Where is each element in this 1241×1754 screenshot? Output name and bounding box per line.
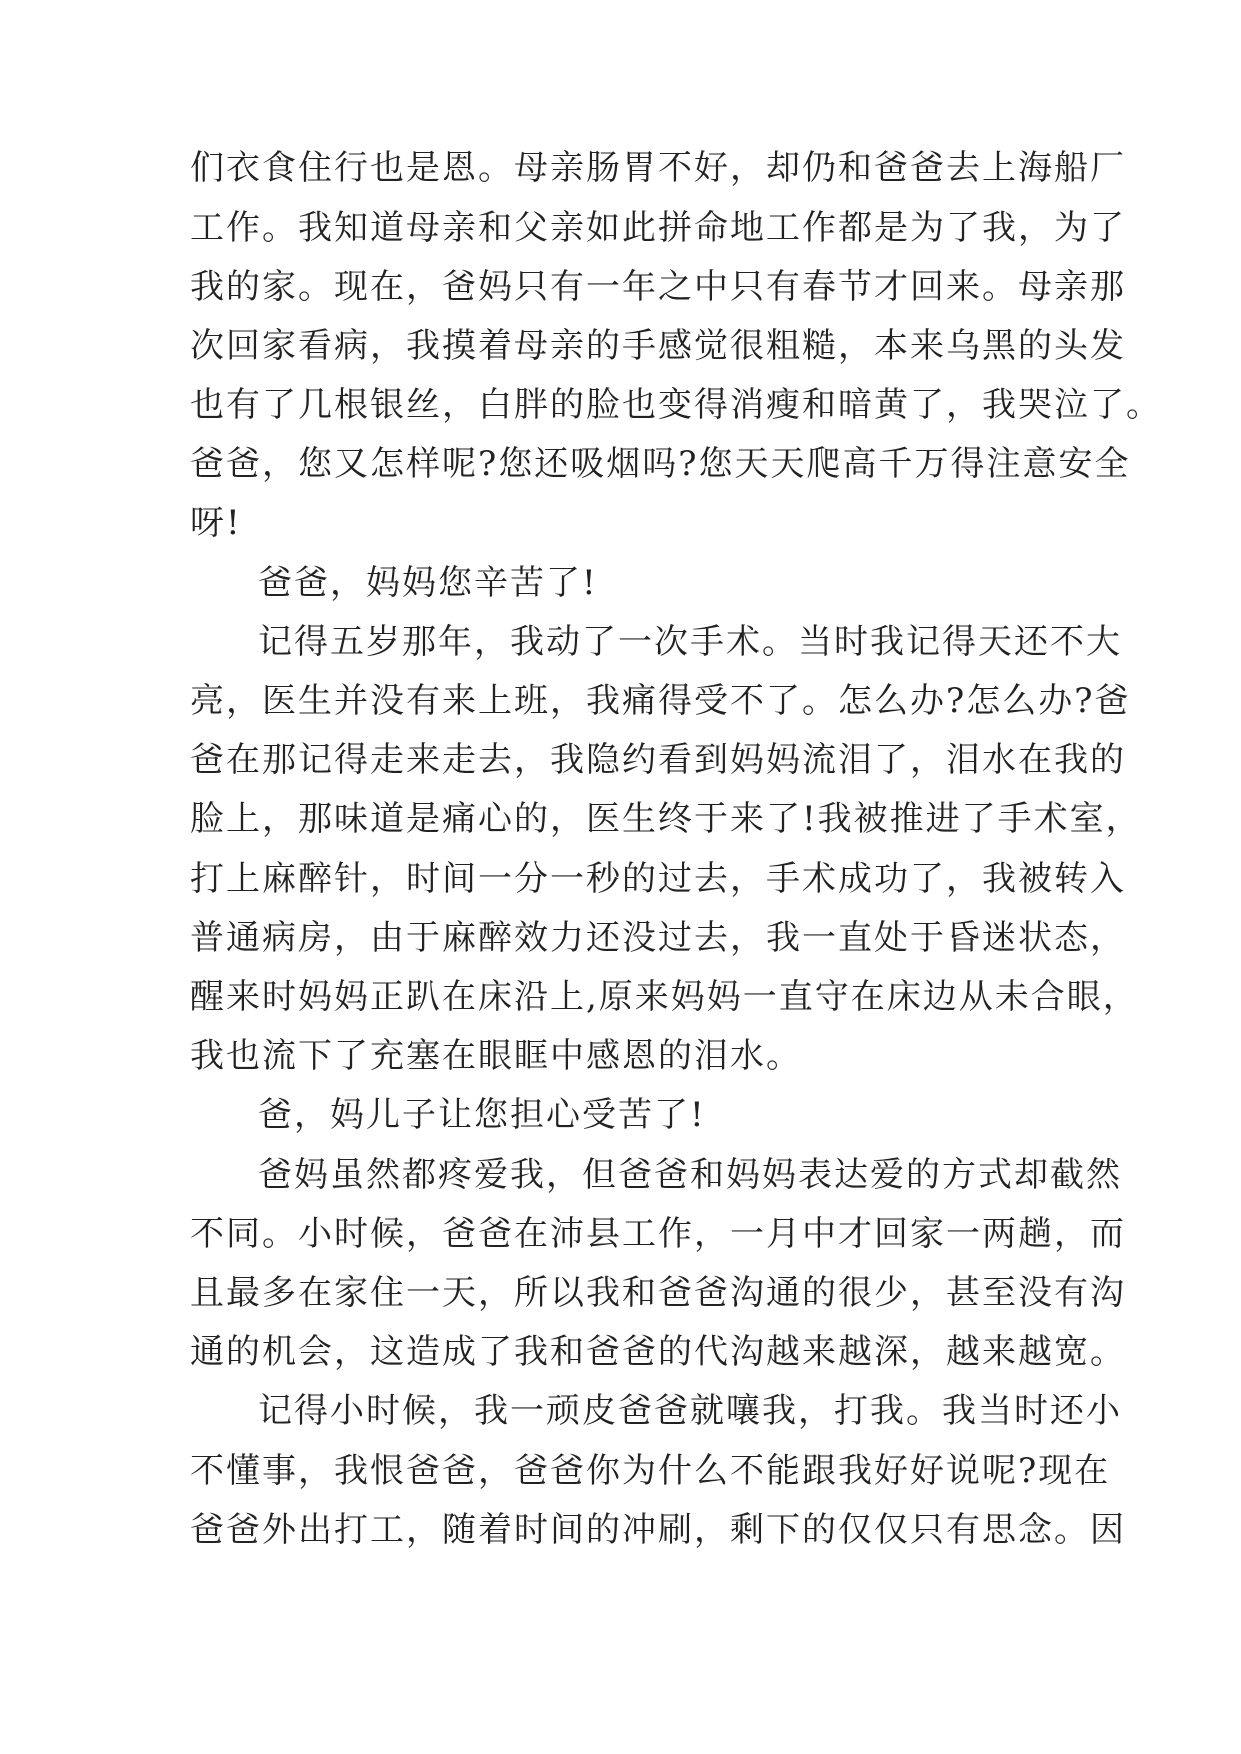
text-line: 不懂事，我恨爸爸，爸爸你为什么不能跟我好好说呢?现在 xyxy=(190,1451,1111,1491)
text-line: 且最多在家住一天，所以我和爸爸沟通的很少，甚至没有沟 xyxy=(190,1273,1126,1313)
text-line: 爸爸，您又怎样呢?您还吸烟吗?您天天爬高千万得注意安全 xyxy=(190,444,1131,484)
text-line: 脸上，那味道是痛心的，医生终于来了!我被推进了手术室， xyxy=(190,799,1142,839)
text-line: 爸爸，妈妈您辛苦了! xyxy=(258,563,598,603)
text-line: 打上麻醉针，时间一分一秒的过去，手术成功了，我被转入 xyxy=(190,859,1126,899)
text-line: 记得五岁那年，我动了一次手术。当时我记得天还不大 xyxy=(258,622,1122,662)
text-line: 亮，医生并没有来上班，我痛得受不了。怎么办?怎么办?爸 xyxy=(190,681,1131,721)
text-line: 爸，妈儿子让您担心受苦了! xyxy=(258,1095,706,1135)
text-line: 普通病房，由于麻醉效力还没过去，我一直处于昏迷状态， xyxy=(190,918,1126,958)
text-line: 次回家看病，我摸着母亲的手感觉很粗糙，本来乌黑的头发 xyxy=(190,326,1126,366)
text-line: 我也流下了充塞在眼眶中感恩的泪水。 xyxy=(190,1036,802,1076)
text-line: 通的机会，这造成了我和爸爸的代沟越来越深，越来越宽。 xyxy=(190,1332,1126,1372)
text-line: 不同。小时候，爸爸在沛县工作，一月中才回家一两趟，而 xyxy=(190,1214,1126,1254)
text-line: 我的家。现在，爸妈只有一年之中只有春节才回来。母亲那 xyxy=(190,267,1126,307)
text-line: 也有了几根银丝，白胖的脸也变得消瘦和暗黄了，我哭泣了。 xyxy=(190,385,1162,425)
text-line: 们衣食住行也是恩。母亲肠胃不好，却仍和爸爸去上海船厂 xyxy=(190,148,1126,188)
text-line: 醒来时妈妈正趴在床沿上,原来妈妈一直守在床边从未合眼， xyxy=(190,977,1139,1017)
text-line: 爸在那记得走来走去，我隐约看到妈妈流泪了，泪水在我的 xyxy=(190,740,1126,780)
text-line: 记得小时候，我一顽皮爸爸就嚷我，打我。我当时还小 xyxy=(258,1391,1122,1431)
text-line: 爸爸外出打工，随着时间的冲刷，剩下的仅仅只有思念。因 xyxy=(190,1510,1126,1550)
text-line: 工作。我知道母亲和父亲如此拼命地工作都是为了我，为了 xyxy=(190,208,1126,248)
text-line: 爸妈虽然都疼爱我，但爸爸和妈妈表达爱的方式却截然 xyxy=(258,1155,1122,1195)
text-line: 呀! xyxy=(190,503,242,543)
